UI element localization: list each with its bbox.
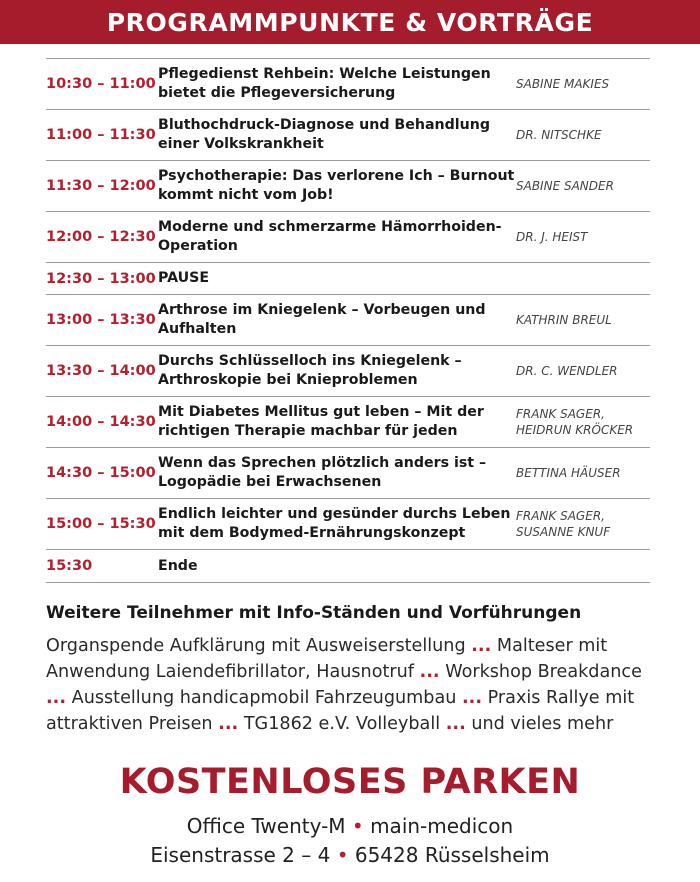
schedule-speaker: FRANK SAGER, SUSANNE KNUF — [516, 499, 650, 550]
schedule-speaker: DR. J. HEIST — [516, 212, 650, 263]
schedule-row — [46, 448, 650, 499]
schedule-time: 12:00 – 12:30 — [46, 212, 158, 263]
schedule-row — [46, 161, 650, 212]
venue-name-secondary: main-medicon — [370, 814, 514, 838]
schedule-speaker: BETTINA HÄUSER — [516, 448, 650, 499]
address-line — [0, 841, 700, 870]
schedule-title: Endlich leichter und gesünder durchs Leben mit dem Bodymed-Ernährungskonzept — [158, 499, 516, 550]
schedule-speaker: SABINE MAKIES — [516, 59, 650, 110]
participants-heading: Weitere Teilnehmer mit Info-Ständen und Vorführungen — [46, 603, 582, 623]
schedule-speaker: DR. NITSCHKE — [516, 110, 650, 161]
schedule-title: Pflegedienst Rehbein: Welche Leistungen bietet die Pflegeversicherung — [158, 59, 516, 110]
schedule-title: Arthrose im Kniegelenk – Vorbeugen und Aufhalten — [158, 295, 516, 346]
separator-ellipsis: ... — [419, 662, 440, 682]
schedule-time: 13:00 – 13:30 — [46, 295, 158, 346]
schedule-title: Bluthochdruck-Diagnose und Behandlung einer Volkskrankheit — [158, 110, 516, 161]
schedule-row — [46, 295, 650, 346]
separator-ellipsis: ... — [445, 714, 466, 734]
schedule-time: 15:30 — [46, 550, 158, 583]
separator-ellipsis: ... — [218, 714, 239, 734]
separator-ellipsis: ... — [461, 688, 483, 708]
schedule-row — [46, 59, 650, 110]
schedule-speaker: KATHRIN BREUL — [516, 295, 650, 346]
page-title: PROGRAMMPUNKTE & VORTRÄGE — [106, 7, 594, 37]
schedule-time: 13:30 – 14:00 — [46, 346, 158, 397]
participants-list — [46, 633, 666, 737]
schedule-time: 14:30 – 15:00 — [46, 448, 158, 499]
schedule-row — [46, 212, 650, 263]
schedule-speaker — [516, 550, 650, 583]
schedule-time: 15:00 – 15:30 — [46, 499, 158, 550]
bullet-separator: • — [351, 814, 364, 838]
program-schedule — [46, 58, 650, 583]
participant-item: TG1862 e.V. Volleyball — [243, 714, 441, 734]
schedule-title: PAUSE — [158, 263, 516, 295]
schedule-title: Durchs Schlüsselloch ins Kniegelenk – Arthroskopie bei Knieproblemen — [158, 346, 516, 397]
venue-line — [0, 812, 700, 841]
participant-item: Praxis Rallye mit attraktiven Preisen — [46, 688, 635, 734]
schedule-time: 11:00 – 11:30 — [46, 110, 158, 161]
schedule-time: 14:00 – 14:30 — [46, 397, 158, 448]
schedule-speaker: DR. C. WENDLER — [516, 346, 650, 397]
schedule-row — [46, 263, 650, 295]
participant-item: Malteser mit Anwendung Laiendefibrillator, Hausnotruf — [46, 636, 608, 682]
schedule-speaker: SABINE SANDER — [516, 161, 650, 212]
participant-item: Organspende Aufklärung mit Ausweiserstellung — [46, 636, 466, 656]
bullet-separator: • — [336, 843, 349, 867]
schedule-row — [46, 550, 650, 583]
participant-item: Workshop Breakdance — [445, 662, 642, 682]
schedule-time: 10:30 – 11:00 — [46, 59, 158, 110]
schedule-row — [46, 346, 650, 397]
header-banner — [0, 0, 700, 44]
venue-address — [0, 812, 700, 870]
city-address: 65428 Rüsselsheim — [354, 843, 550, 867]
schedule-row — [46, 110, 650, 161]
schedule-title: Psychotherapie: Das verlorene Ich – Burnout kommt nicht vom Job! — [158, 161, 516, 212]
schedule-title: Mit Diabetes Mellitus gut leben – Mit der richtigen Therapie machbar für jeden — [158, 397, 516, 448]
separator-ellipsis: ... — [46, 688, 67, 708]
schedule-title: Ende — [158, 550, 516, 583]
street-address: Eisenstrasse 2 – 4 — [150, 843, 331, 867]
schedule-speaker: FRANK SAGER, HEIDRUN KRÖCKER — [516, 397, 650, 448]
schedule-title: Moderne und schmerzarme Hämorrhoiden-Operation — [158, 212, 516, 263]
separator-ellipsis: ... — [471, 636, 492, 656]
venue-name: Office Twenty-M — [186, 814, 346, 838]
schedule-title: Wenn das Sprechen plötzlich anders ist – Logopädie bei Erwachsenen — [158, 448, 516, 499]
schedule-row — [46, 397, 650, 448]
participant-item: und vieles mehr — [471, 714, 614, 734]
schedule-speaker — [516, 263, 650, 295]
schedule-time: 11:30 – 12:00 — [46, 161, 158, 212]
parking-title: KOSTENLOSES PARKEN — [119, 762, 581, 802]
participant-item: Ausstellung handicapmobil Fahrzeugumbau — [71, 688, 457, 708]
schedule-time: 12:30 – 13:00 — [46, 263, 158, 295]
schedule-row — [46, 499, 650, 550]
